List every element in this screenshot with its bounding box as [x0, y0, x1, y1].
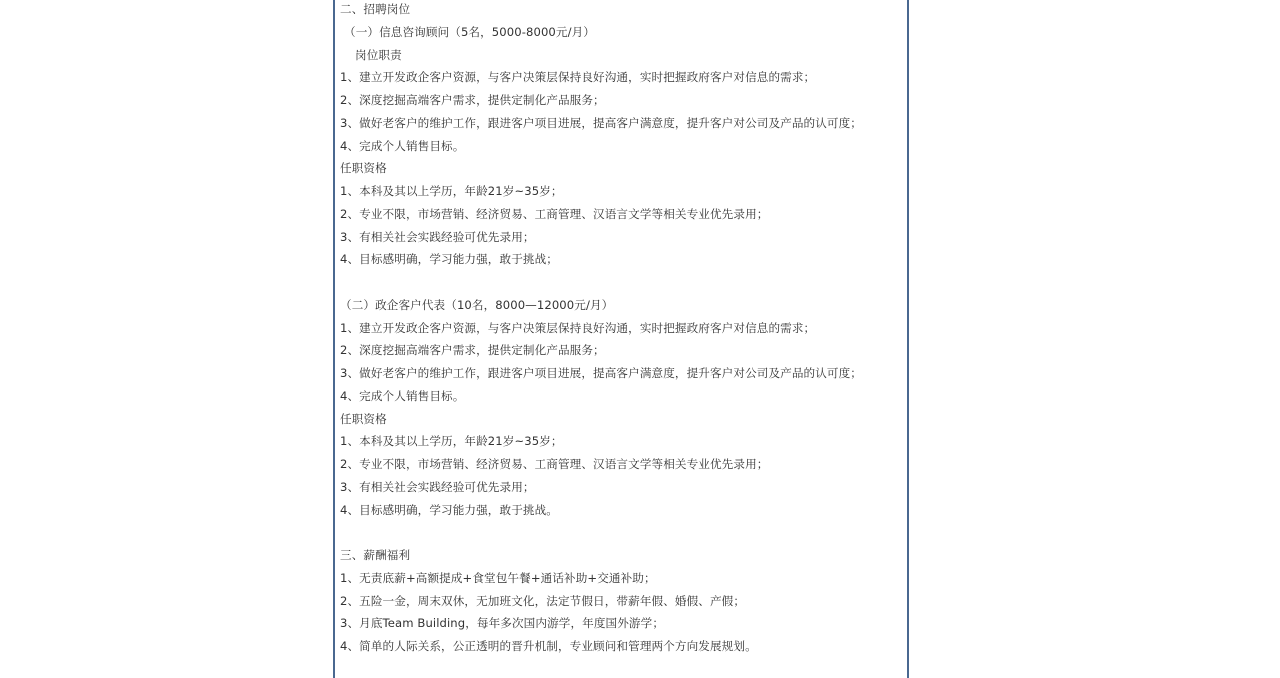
job2-duty-4: 4、完成个人销售目标。	[340, 388, 465, 403]
section3-heading: 三、薪酬福利	[340, 548, 411, 562]
job1-req-1: 1、本科及其以上学历，年龄21岁~35岁；	[340, 184, 563, 198]
job1-title: （一）信息咨询顾问（5名，5000-8000元/月）	[344, 24, 595, 39]
benefit-3: 3、月底Team Building，每年多次国内游学，年度国外游学；	[340, 616, 665, 631]
job2-req-2: 2、专业不限，市场营销、经济贸易、工商管理、汉语言文学等相关专业优先录用；	[340, 457, 769, 471]
job2-duty-3: 3、做好老客户的维护工作，跟进客户项目进展，提高客户满意度，提升客户对公司及产品的认可度；	[340, 366, 863, 380]
job1-duties-heading: 岗位职责	[355, 47, 402, 62]
job1-duty-3: 3、做好老客户的维护工作，跟进客户项目进展，提高客户满意度，提升客户对公司及产品的认可度；	[340, 115, 863, 130]
spacer	[340, 521, 905, 544]
job1-req-4: 4、目标感明确，学习能力强，敢于挑战；	[340, 252, 558, 267]
job2-req-3: 3、有相关社会实践经验可优先录用；	[340, 479, 535, 494]
spacer	[340, 271, 905, 294]
job1-req-2: 2、专业不限，市场营销、经济贸易、工商管理、汉语言文学等相关专业优先录用；	[340, 206, 769, 221]
article-content	[340, 0, 905, 658]
job2-title: （二）政企客户代表（10名，8000—12000元/月）	[340, 297, 614, 312]
benefit-2: 2、五险一金，周末双休，无加班文化，法定节假日，带薪年假、婚假、产假；	[340, 593, 746, 608]
benefit-1: 1、无责底薪+高额提成+食堂包午餐+通话补助+交通补助；	[340, 570, 656, 585]
job2-duty-2: 2、深度挖掘高端客户需求，提供定制化产品服务；	[340, 343, 605, 358]
job2-req-4: 4、目标感明确，学习能力强，敢于挑战。	[340, 502, 558, 517]
job1-duty-1: 1、建立开发政企客户资源，与客户决策层保持良好沟通，实时把握政府客户对信息的需求；	[340, 70, 816, 85]
job2-req-1: 1、本科及其以上学历，年龄21岁~35岁；	[340, 434, 563, 449]
job2-duty-1: 1、建立开发政企客户资源，与客户决策层保持良好沟通，实时把握政府客户对信息的需求；	[340, 320, 816, 335]
job1-req-3: 3、有相关社会实践经验可优先录用；	[340, 229, 535, 244]
article-panel	[333, 0, 909, 678]
benefit-4: 4、简单的人际关系，公正透明的晋升机制，专业顾问和管理两个方向发展规划。	[340, 639, 757, 653]
job1-duty-4: 4、完成个人销售目标。	[340, 138, 465, 153]
section2-heading: 二、招聘岗位	[340, 2, 411, 16]
job1-duty-2: 2、深度挖掘高端客户需求，提供定制化产品服务；	[340, 93, 605, 107]
job1-req-heading: 任职资格	[340, 161, 387, 176]
job2-req-heading: 任职资格	[340, 411, 387, 426]
